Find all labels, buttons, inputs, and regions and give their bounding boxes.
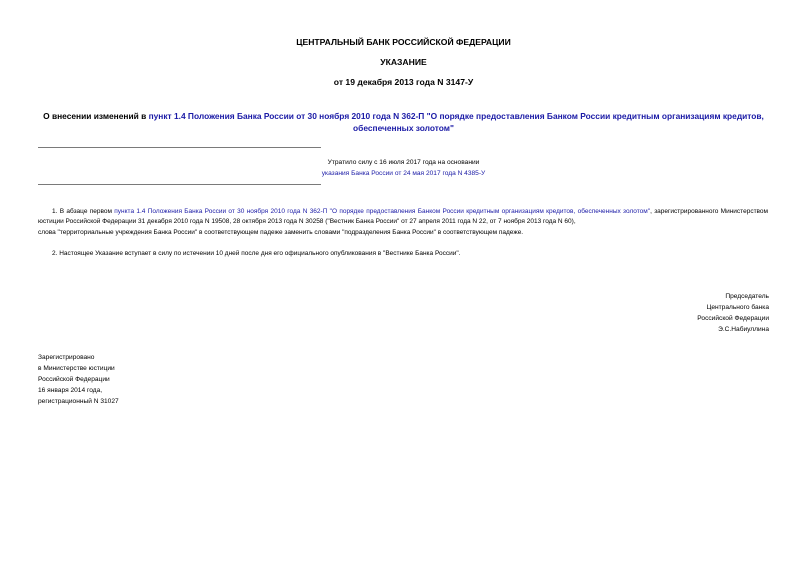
paragraph-1-prefix: 1. В абзаце первом — [52, 208, 115, 215]
signature-country: Российской Федерации — [697, 315, 769, 322]
paragraph-1-link[interactable]: пункта 1.4 Положения Банка России от 30 ноября 2010 года N 362-П "О порядке предоставления Банком России кредитным организациям кредитов, обеспеченных золотом" — [114, 208, 651, 215]
registration-date: 16 января 2014 года, — [38, 387, 103, 394]
signature-position: Председатель — [725, 293, 769, 300]
paragraph-2-text: 2. Настоящее Указание вступает в силу по истечении 10 дней после дня его официального опубликования в "Вестнике Банка России". — [52, 250, 461, 257]
paragraph-2 — [38, 249, 768, 259]
document-subject — [30, 110, 777, 134]
document-type: УКАЗАНИЕ — [380, 57, 427, 67]
issuer-title: ЦЕНТРАЛЬНЫЙ БАНК РОССИЙСКОЙ ФЕДЕРАЦИИ — [296, 37, 511, 47]
expired-status-link[interactable]: указания Банка России от 24 мая 2017 года N 4385-У — [321, 170, 486, 177]
registration-number: регистрационный N 31027 — [38, 398, 119, 405]
top-rule — [38, 147, 321, 148]
registration-line-2: в Министерстве юстиции — [38, 365, 115, 372]
signature-organization: Центрального банка — [706, 304, 769, 311]
subject-prefix: О внесении изменений в — [43, 111, 149, 121]
registration-line-3: Российской Федерации — [38, 376, 110, 383]
signature-name: Э.С.Набиуллина — [718, 326, 769, 333]
subject-link[interactable]: пункт 1.4 Положения Банка России от 30 ноября 2010 года N 362-П "О порядке предоставления Банком России кредитным организациям кредитов, обеспеченных золотом" — [148, 111, 764, 133]
document-date-number: от 19 декабря 2013 года N 3147-У — [333, 77, 474, 87]
paragraph-1-final-line: слова "территориальные учреждения Банка России" в соответствующем падеже заменить словами "подразделения Банка России" в соответствующем падеже. — [38, 229, 524, 236]
paragraph-1 — [38, 207, 768, 228]
bottom-rule — [38, 184, 321, 185]
expired-status-text: Утратило силу с 16 июля 2017 года на основании — [327, 159, 480, 166]
paragraph-1-rest: , зарегистрированного Министерством юстиции Российской Федерации 31 декабря 2010 года N 19508, 28 октября 2013 года N 30258 ("Вестник Банка России" от 27 апреля 2011 года N 22, от 7 ноября 2013 года N 60), — [38, 208, 769, 226]
registration-line-1: Зарегистрировано — [38, 354, 95, 361]
